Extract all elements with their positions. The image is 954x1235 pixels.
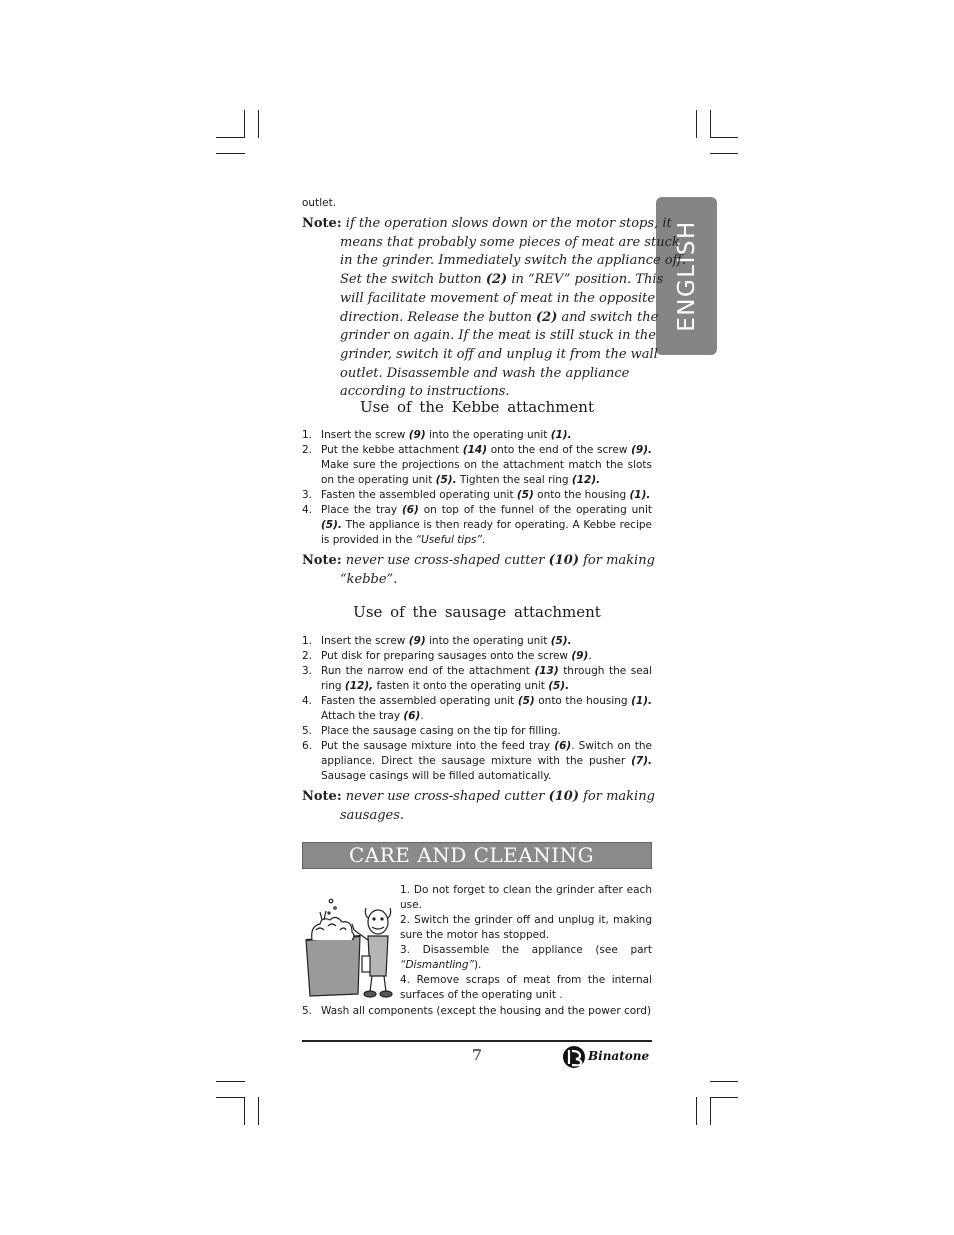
note-label: Note: xyxy=(302,216,342,231)
sausage-heading: Use of the sausage attachment xyxy=(353,603,601,621)
crop-mark xyxy=(710,1097,711,1125)
crop-mark xyxy=(216,153,245,154)
crop-mark xyxy=(258,110,259,138)
note-sausage: Note: never use cross-shaped cutter (10) for making sausages. xyxy=(302,789,655,823)
sausage-steps xyxy=(302,634,652,784)
brand-logo xyxy=(562,1045,650,1069)
note-kebbe: Note: never use cross-shaped cutter (10) for making “kebbe”. xyxy=(302,553,655,587)
crop-mark xyxy=(710,153,738,154)
list-item: 4. Place the tray (6) on top of the funnel of the operating unit (5). The appliance is then ready for operating. A Kebbe recipe is provided in the “Useful tips”. xyxy=(302,504,652,546)
list-item: 3. Disassemble the appliance (see part “Dismantling”). xyxy=(400,944,652,971)
note-motor-stops: Note: if the operation slows down or the motor stops, it means that probably some pieces of meat are stuck in the grinder. Immediately switch the appliance off. Set the switch button (2) in “REV” position. This will facilitate movement of meat in the opposite direction. Release the button (2) and switch the grinder on again. If the meat is still stuck in the grinder, switch it off and unplug it from the wall outlet. Disassemble and wash the appliance according to instructions. xyxy=(302,216,686,400)
list-item: 2. Put the kebbe attachment (14) onto the end of the screw (9). Make sure the projections on the attachment match the slots on the operating unit (5). Tighten the seal ring (12). xyxy=(302,444,652,486)
list-item: 6. Put the sausage mixture into the feed tray (6). Switch on the appliance. Direct the sausage mixture with the pusher (7). Sausage casings will be filled automatically. xyxy=(302,740,652,782)
crop-mark xyxy=(696,1097,697,1125)
crop-mark xyxy=(216,137,245,138)
list-item: 3. Run the narrow end of the attachment (13) through the seal ring (12), fasten it onto the operating unit (5). xyxy=(302,665,652,692)
crop-mark xyxy=(710,1081,738,1082)
crop-mark xyxy=(710,110,711,138)
crop-mark xyxy=(710,137,738,138)
list-item: 5. Wash all components (except the housing and the power cord) xyxy=(302,1005,652,1017)
brand-name: Binatone xyxy=(588,1049,650,1063)
list-item: 1. Insert the screw (9) into the operating unit (1). xyxy=(302,429,572,441)
crop-mark xyxy=(244,1097,245,1125)
crop-mark xyxy=(696,110,697,138)
list-item: 5. Place the sausage casing on the tip for filling. xyxy=(302,725,561,737)
list-item: 4. Fasten the assembled operating unit (5) onto the housing (1). Attach the tray (6). xyxy=(302,695,652,722)
list-item: 1. Insert the screw (9) into the operating unit (5). xyxy=(302,635,572,647)
intro-fragment: outlet. xyxy=(302,197,337,209)
page-number: 7 xyxy=(471,1046,483,1064)
kebbe-heading: Use of the Kebbe attachment xyxy=(360,398,594,416)
crop-mark xyxy=(258,1097,259,1125)
washing-illustration xyxy=(302,896,394,1002)
crop-mark xyxy=(216,1097,245,1098)
kebbe-steps xyxy=(302,428,652,548)
list-item: 2. Put disk for preparing sausages onto the screw (9). xyxy=(302,650,592,662)
crop-mark xyxy=(216,1081,245,1082)
language-tab-label: ENGLISH xyxy=(673,220,700,332)
list-item: 4. Remove scraps of meat from the internal surfaces of the operating unit . xyxy=(400,974,652,1001)
list-item: 1. Do not forget to clean the grinder after each use. xyxy=(400,884,652,911)
crop-mark xyxy=(710,1097,738,1098)
list-item: 2. Switch the grinder off and unplug it, making sure the motor has stopped. xyxy=(400,914,652,941)
care-cleaning-banner: CARE AND CLEANING xyxy=(302,842,652,869)
footer-rule xyxy=(302,1040,652,1042)
care-list xyxy=(400,883,652,1003)
crop-mark xyxy=(244,110,245,138)
binatone-logo-icon xyxy=(562,1045,586,1069)
list-item: 3. Fasten the assembled operating unit (5) onto the housing (1). xyxy=(302,489,651,501)
care-list-continued xyxy=(302,1004,652,1019)
